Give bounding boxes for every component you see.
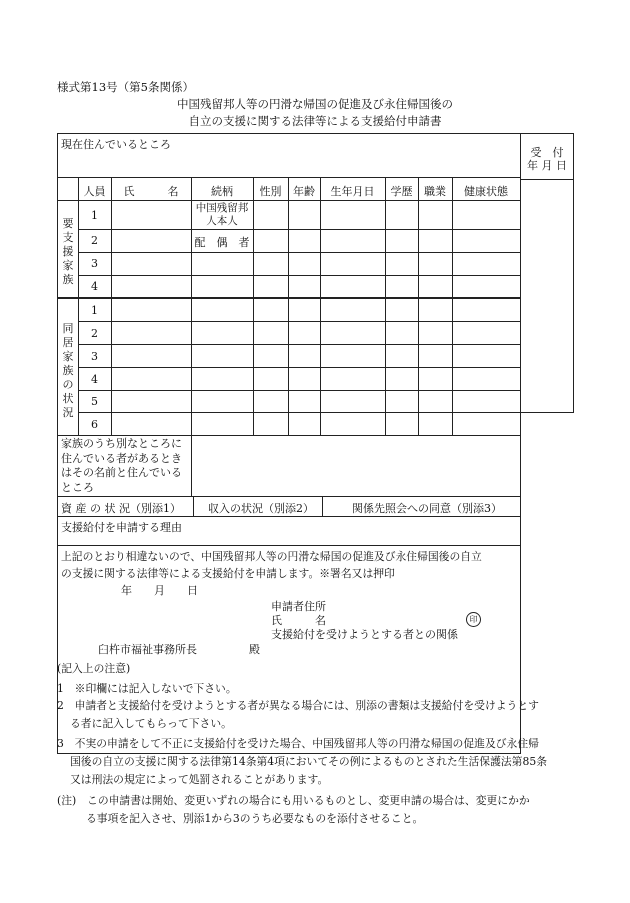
note-2-cont: る者に記入してもらって下さい。 bbox=[70, 717, 232, 730]
row-number: 1 bbox=[91, 304, 98, 317]
receipt-label: 受 付 bbox=[530, 146, 564, 159]
date-line: 年 月 日 bbox=[121, 584, 198, 597]
relationship-label: 支援給付を受けようとする者との関係 bbox=[271, 628, 458, 641]
note-1: 1 ※印欄には記入しないで下さい。 bbox=[57, 682, 237, 695]
column-header: 年齢 bbox=[293, 185, 315, 198]
income-status-label: 収入の状況（別添2） bbox=[208, 502, 314, 515]
cohabiting-family-group-label: 同居家族の状況 bbox=[62, 322, 74, 419]
row-number: 6 bbox=[91, 418, 98, 431]
column-header: 氏 名 bbox=[123, 185, 179, 198]
note-3-cont: 国後の自立の支援に関する法律第14条第4項においてその例によるものとされた生活保護法第85条 bbox=[70, 755, 548, 768]
column-header: 続柄 bbox=[211, 185, 233, 198]
note-2: 2 申請者と支援給付を受けようとする者が異なる場合には、別添の書類は支援給付を受けようとす bbox=[57, 699, 539, 712]
row-number: 3 bbox=[91, 257, 98, 270]
row-number: 3 bbox=[91, 350, 98, 363]
relation-cell: 中国残留邦人本人 bbox=[195, 202, 249, 227]
row-number: 2 bbox=[91, 234, 98, 247]
seal-mark: 印 bbox=[466, 612, 481, 627]
support-family-group-label: 要支援家族 bbox=[62, 217, 74, 286]
consent-label: 関係先照会への同意（別添3） bbox=[352, 502, 502, 515]
column-header: 性別 bbox=[259, 185, 282, 198]
row-number: 1 bbox=[91, 209, 98, 222]
note-4: (注) この申請書は開始、変更いずれの場合にも用いるものとし、変更申請の場合は、変更にかか bbox=[57, 794, 530, 807]
declaration-line2: の支援に関する法律等による支援給付を申請します。※署名又は押印 bbox=[61, 567, 395, 580]
notes-heading: (記入上の注意) bbox=[57, 662, 131, 675]
assets-status-label: 資 産 の 状 況（別添1） bbox=[61, 502, 181, 515]
row-number: 4 bbox=[91, 373, 98, 386]
column-header: 人員 bbox=[83, 185, 106, 198]
form-title-line2: 自立の支援に関する法律等による支援給付申請書 bbox=[188, 114, 442, 128]
form-title-line1: 中国残留邦人等の円滑な帰国の促進及び永住帰国後の bbox=[177, 97, 453, 111]
note-3: 3 不実の申請をして不正に支援給付を受けた場合、中国残留邦人等の円滑な帰国の促進及び永住帰 bbox=[57, 737, 539, 750]
form-number: 様式第13号（第5条関係） bbox=[57, 80, 194, 94]
column-header: 生年月日 bbox=[330, 185, 375, 198]
addressee-label: 臼杵市福祉事務所長 bbox=[98, 643, 197, 656]
column-header: 学歴 bbox=[390, 185, 413, 198]
row-number: 4 bbox=[91, 280, 98, 293]
note-4-cont: る事項を記入させ、別添1から3のうち必要なものを添付させること。 bbox=[86, 812, 424, 825]
applicant-name-label: 氏 名 bbox=[271, 614, 326, 627]
column-header: 職業 bbox=[424, 185, 446, 198]
row-number: 2 bbox=[91, 327, 98, 340]
note-3-cont: 又は刑法の規定によって処罰されることがあります。 bbox=[70, 773, 329, 786]
honorific-label: 殿 bbox=[249, 643, 260, 656]
row-number: 5 bbox=[91, 395, 98, 408]
reason-label: 支援給付を申請する理由 bbox=[61, 521, 182, 534]
relation-cell: 配 偶 者 bbox=[194, 236, 250, 249]
column-header: 健康状態 bbox=[464, 185, 508, 198]
separate-family-label: 家族のうち別なところに住んでいる者があるときはその名前と住んでいるところ bbox=[61, 437, 182, 494]
applicant-address-label: 申請者住所 bbox=[271, 600, 326, 613]
declaration-line1: 上記のとおり相違ないので、中国残留邦人等の円滑な帰国の促進及び永住帰国後の自立 bbox=[61, 550, 482, 563]
current-address-label: 現在住んでいるところ bbox=[61, 138, 171, 151]
receipt-date-label: 年 月 日 bbox=[527, 159, 567, 172]
